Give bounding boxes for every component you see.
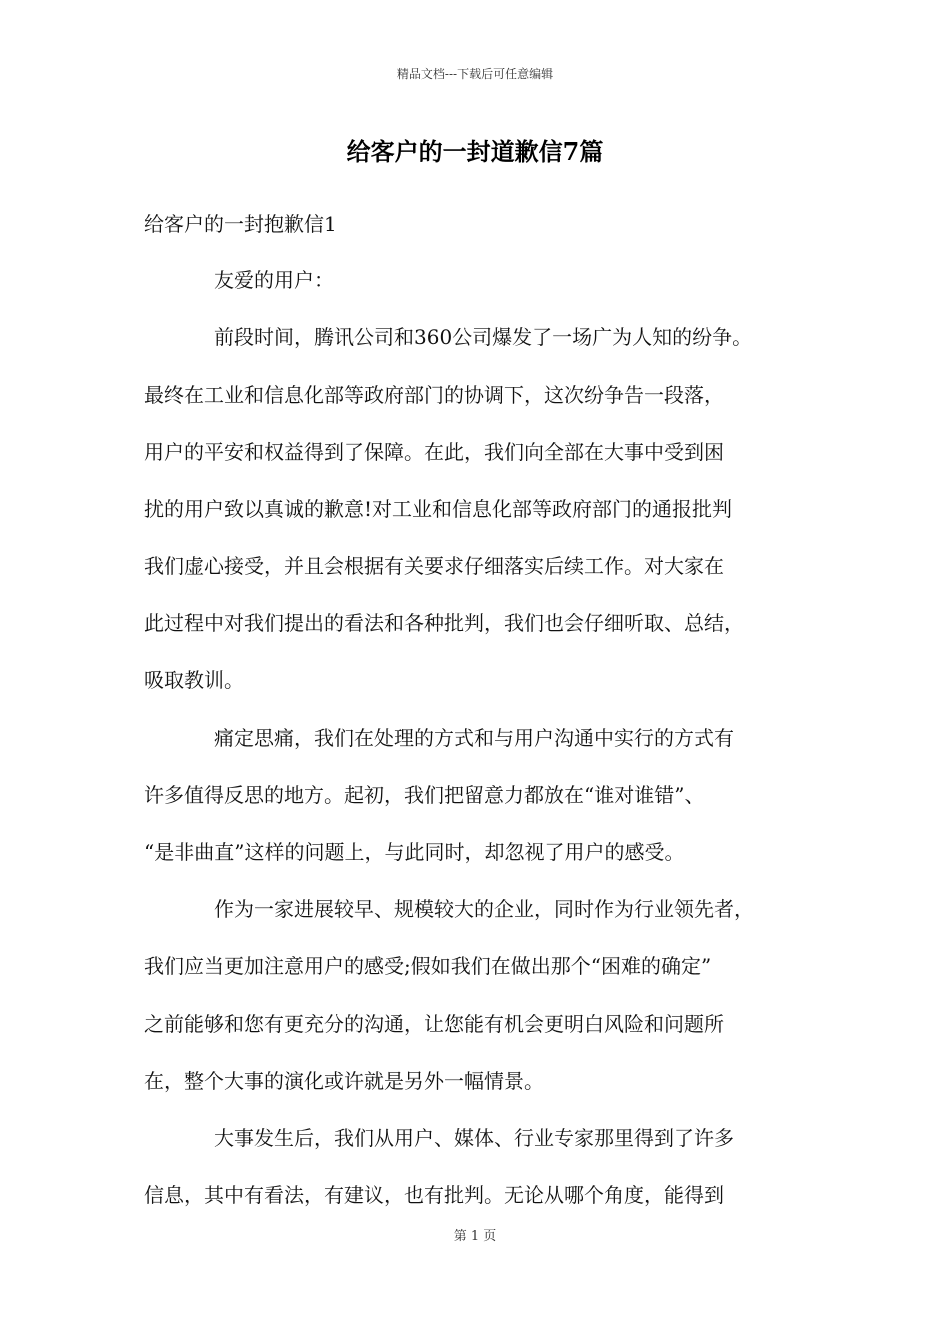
paragraph-line: 信息，其中有看法，有建议，也有批判。无论从哪个角度，能得到 bbox=[144, 1183, 724, 1207]
paragraph-line: 大事发生后，我们从用户、媒体、行业专家那里得到了许多 bbox=[214, 1126, 734, 1150]
paragraph-line: 痛定思痛，我们在处理的方式和与用户沟通中实行的方式有 bbox=[214, 726, 734, 750]
paragraph-line: 许多值得反思的地方。起初，我们把留意力都放在“谁对谁错”、 bbox=[144, 783, 705, 807]
paragraph-line: “是非曲直”这样的问题上，与此同时，却忽视了用户的感受。 bbox=[144, 840, 685, 864]
document-title: 给客户的一封道歉信7篇 bbox=[346, 137, 604, 166]
page-number: 第 1 页 bbox=[453, 1229, 497, 1244]
paragraph-line: 作为一家进展较早、规模较大的企业，同时作为行业领先者， bbox=[214, 897, 754, 921]
page-header: 精品文档---下载后可任意编辑 bbox=[396, 67, 554, 81]
paragraph-line: 扰的用户致以真诚的歉意!对工业和信息化部等政府部门的通报批判 bbox=[144, 497, 733, 521]
paragraph-line: 在，整个大事的演化或许就是另外一幅情景。 bbox=[144, 1069, 544, 1093]
section-heading: 给客户的一封抱歉信1 bbox=[144, 212, 337, 236]
paragraph-line: 此过程中对我们提出的看法和各种批判，我们也会仔细听取、总结， bbox=[144, 611, 744, 635]
paragraph-line: 用户的平安和权益得到了保障。在此，我们向全部在大事中受到困 bbox=[144, 440, 724, 464]
salutation: 友爱的用户： bbox=[214, 268, 334, 292]
paragraph-line: 吸取教训。 bbox=[144, 668, 244, 692]
paragraph-line: 前段时间，腾讯公司和360公司爆发了一场广为人知的纷争。 bbox=[214, 325, 753, 349]
paragraph-line: 我们应当更加注意用户的感受;假如我们在做出那个“困难的确定” bbox=[144, 954, 712, 978]
paragraph-line: 我们虚心接受，并且会根据有关要求仔细落实后续工作。对大家在 bbox=[144, 554, 724, 578]
paragraph-line: 之前能够和您有更充分的沟通，让您能有机会更明白风险和问题所 bbox=[144, 1012, 724, 1036]
paragraph-line: 最终在工业和信息化部等政府部门的协调下，这次纷争告一段落， bbox=[144, 383, 724, 407]
